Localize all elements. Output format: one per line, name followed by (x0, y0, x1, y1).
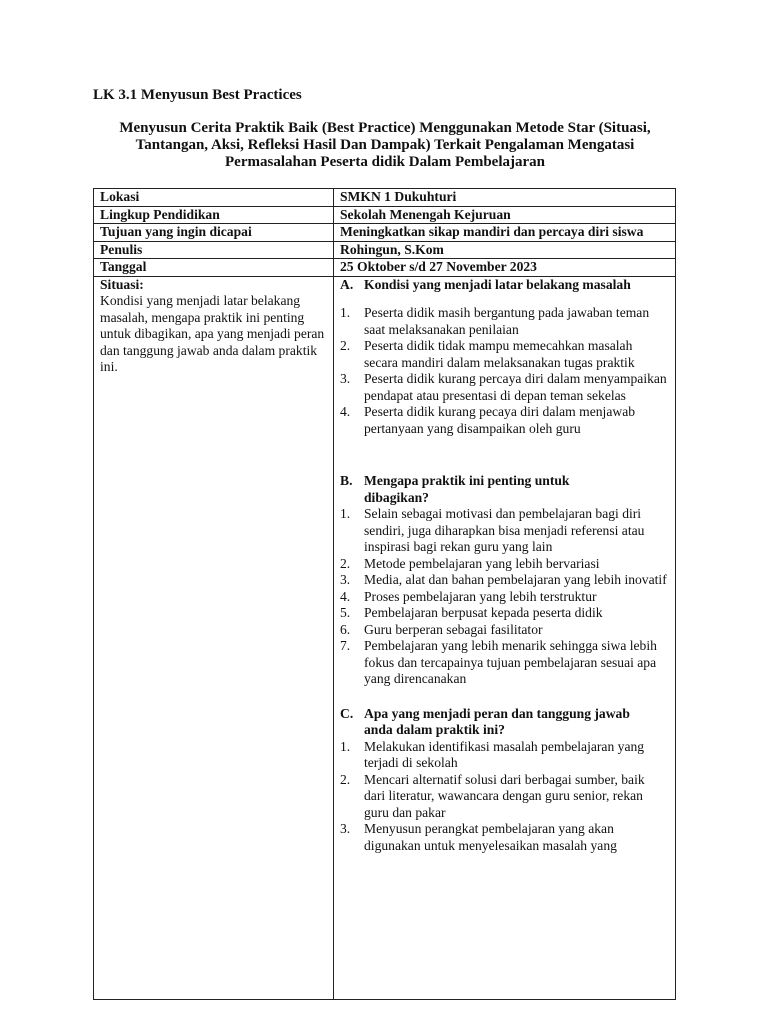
list-item-text: Media, alat dan bahan pembelajaran yang lebih inovatif (364, 572, 667, 587)
list-item-text: Selain sebagai motivasi dan pembelajaran bagi diri sendiri, juga diharapkan bisa menjadi referensi atau inspirasi bagi rekan guru yang lain (364, 506, 645, 554)
subtitle-line: Permasalahan Peserta didik Dalam Pembelajaran (225, 154, 545, 170)
list-item-text: Peserta didik kurang pecaya diri dalam menjawab pertanyaan yang disampaikan oleh guru (364, 404, 636, 436)
subtitle-line: Menyusun Cerita Praktik Baik (Best Practice) Menggunakan Metode Star (Situasi, (119, 120, 651, 136)
section-letter: C. (340, 705, 354, 721)
list-item: 6. Guru berperan sebagai fasilitator (340, 621, 543, 637)
list-item-text: Peserta didik masih bergantung pada jawaban teman saat melaksanakan penilaian (364, 305, 650, 337)
list-item-text: Metode pembelajaran yang lebih bervariasi (364, 555, 600, 571)
situasi-content (334, 276, 676, 999)
list-item-text: Menyusun perangkat pembelajaran yang akan digunakan untuk menyelesaikan masalah yang (364, 821, 617, 853)
section-heading-c (340, 706, 669, 739)
list-item: 1. Selain sebagai motivasi dan pembelajaran bagi diri sendiri, juga diharapkan bisa menjadi referensi atau inspirasi bagi rekan guru yang lain (340, 506, 669, 556)
list-item: 1. Melakukan identifikasi masalah pembelajaran yang terjadi di sekolah (340, 739, 669, 772)
situasi-cell (94, 276, 334, 999)
document-subtitle (95, 120, 675, 171)
table-row (94, 206, 676, 224)
table-row (94, 224, 676, 242)
section-heading-b (340, 473, 669, 506)
list-item: 2. Mencari alternatif solusi dari berbagai sumber, baik dari literatur, wawancara dengan guru senior, rekan guru dan pakar (340, 772, 669, 822)
table-row-situasi (94, 276, 676, 999)
list-item-text: Pembelajaran yang lebih menarik sehingga siwa lebih fokus dan tercapainya tujuan pembelajaran sesuai apa yang direncanakan (364, 638, 657, 686)
section-heading-a (340, 277, 669, 294)
list-item: 2. Metode pembelajaran yang lebih bervariasi (340, 555, 600, 571)
row-label: Tanggal (94, 259, 334, 277)
section-letter: A. (340, 276, 354, 292)
row-value: Sekolah Menengah Kejuruan (334, 206, 676, 224)
row-value: Rohingun, S.Kom (334, 241, 676, 259)
table-row (94, 259, 676, 277)
table-row (94, 241, 676, 259)
situasi-description: Kondisi yang menjadi latar belakang masalah, mengapa praktik ini penting untuk dibagikan, apa yang menjadi peran dan tanggung jawab anda dalam praktik ini. (100, 293, 325, 374)
section-letter: B. (340, 473, 353, 488)
section-title: Mengapa praktik ini penting untuk dibagikan? (364, 473, 570, 505)
list-item: 1. Peserta didik masih bergantung pada jawaban teman saat melaksanakan penilaian (340, 305, 669, 338)
best-practice-table (93, 188, 676, 1000)
list-item: 3. Media, alat dan bahan pembelajaran yang lebih inovatif (340, 572, 667, 587)
row-label: Lingkup Pendidikan (94, 206, 334, 224)
section-title: Apa yang menjadi peran dan tanggung jawab anda dalam praktik ini? (364, 705, 630, 737)
section-c-list (340, 739, 669, 855)
row-value: SMKN 1 Dukuhturi (334, 189, 676, 207)
list-item-text: Proses pembelajaran yang lebih terstruktur (364, 588, 597, 604)
row-label: Lokasi (94, 189, 334, 207)
list-item-text: Peserta didik tidak mampu memecahkan masalah secara mandiri dalam melaksanakan tugas praktik (364, 338, 635, 370)
list-item: 4. Peserta didik kurang pecaya diri dalam menjawab pertanyaan yang disampaikan oleh guru (340, 404, 669, 437)
list-item: 5. Pembelajaran berpusat kepada peserta didik (340, 605, 603, 620)
list-item: 3. Peserta didik kurang percaya diri dalam menyampaikan pendapat atau presentasi di depan teman sekelas (340, 371, 669, 404)
list-item: 3. Menyusun perangkat pembelajaran yang akan digunakan untuk menyelesaikan masalah yang (340, 821, 669, 854)
list-item: 4. Proses pembelajaran yang lebih terstruktur (340, 588, 597, 604)
section-title: Kondisi yang menjadi latar belakang masalah (364, 276, 631, 292)
document-title: LK 3.1 Menyusun Best Practices (93, 87, 302, 103)
list-item: 2. Peserta didik tidak mampu memecahkan masalah secara mandiri dalam melaksanakan tugas praktik (340, 338, 669, 371)
list-item-text: Melakukan identifikasi masalah pembelajaran yang terjadi di sekolah (364, 738, 645, 770)
row-label: Tujuan yang ingin dicapai (94, 224, 334, 242)
list-item-text: Peserta didik kurang percaya diri dalam menyampaikan pendapat atau presentasi di depan teman sekelas (364, 371, 667, 403)
list-item-text: Mencari alternatif solusi dari berbagai sumber, baik dari literatur, wawancara dengan guru senior, rekan guru dan pakar (364, 771, 645, 820)
row-value: Meningkatkan sikap mandiri dan percaya diri siswa (334, 224, 676, 242)
subtitle-line: Tantangan, Aksi, Refleksi Hasil Dan Dampak) Terkait Pengalaman Mengatasi (135, 137, 635, 153)
list-item-text: Guru berperan sebagai fasilitator (364, 621, 543, 637)
list-item: 7. Pembelajaran yang lebih menarik sehingga siwa lebih fokus dan tercapainya tujuan pembelajaran sesuai apa yang direncanakan (340, 638, 669, 688)
table-row (94, 189, 676, 207)
situasi-label: Situasi: (100, 276, 144, 292)
row-value: 25 Oktober s/d 27 November 2023 (334, 259, 676, 277)
section-b-list (340, 506, 669, 688)
row-label: Penulis (94, 241, 334, 259)
list-item-text: Pembelajaran berpusat kepada peserta didik (364, 605, 603, 620)
section-a-list (340, 305, 669, 437)
